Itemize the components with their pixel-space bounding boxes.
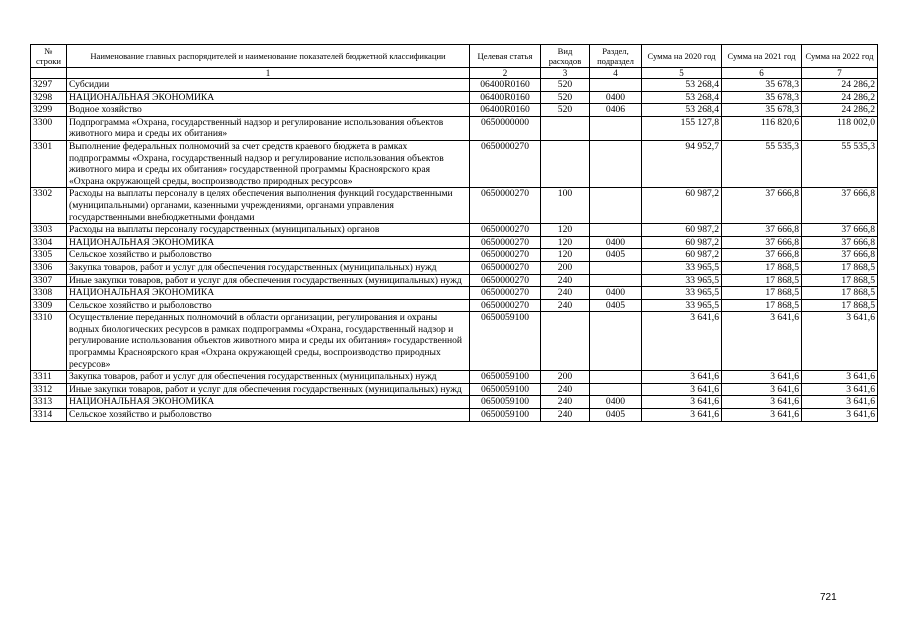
- row-number: 3303: [31, 224, 67, 237]
- row-target-item: 0650059100: [470, 409, 541, 422]
- row-name: Подпрограмма «Охрана, государственный надзор и регулирование использования объектов животного мира и среды их обитания»: [67, 116, 470, 140]
- table-row: [31, 224, 878, 237]
- row-name: НАЦИОНАЛЬНАЯ ЭКОНОМИКА: [67, 91, 470, 104]
- row-number: 3304: [31, 236, 67, 249]
- column-index: 2: [470, 68, 541, 79]
- row-expense-type: 120: [541, 249, 590, 262]
- row-name: Выполнение федеральных полномочий за счет средств краевого бюджета в рамках подпрограммы «Охрана, государственный надзор и регулирование использования объектов животного мира и среды их обитания» государственной программы Красноярского края «Охрана окружающей среды, воспроизводство природных ресурсов»: [67, 140, 470, 187]
- table-row: [31, 236, 878, 249]
- row-name: Закупка товаров, работ и услуг для обеспечения государственных (муниципальных) нужд: [67, 371, 470, 384]
- row-sum-2022: 24 286,2: [802, 79, 878, 92]
- row-expense-type: 240: [541, 299, 590, 312]
- row-sum-2022: 37 666,8: [802, 249, 878, 262]
- row-sum-2021: 17 868,5: [722, 299, 802, 312]
- row-expense-type: 120: [541, 236, 590, 249]
- row-target-item: 06400R0160: [470, 79, 541, 92]
- row-section: [590, 312, 642, 371]
- table-row: [31, 140, 878, 187]
- table-row: [31, 312, 878, 371]
- row-expense-type: 240: [541, 287, 590, 300]
- row-sum-2022: 3 641,6: [802, 396, 878, 409]
- table-row: [31, 396, 878, 409]
- row-expense-type: 240: [541, 274, 590, 287]
- row-target-item: 0650000270: [470, 140, 541, 187]
- row-section: [590, 371, 642, 384]
- row-sum-2022: 3 641,6: [802, 312, 878, 371]
- row-sum-2021: 116 820,6: [722, 116, 802, 140]
- row-name: Сельское хозяйство и рыболовство: [67, 409, 470, 422]
- row-section: 0405: [590, 299, 642, 312]
- row-sum-2022: 17 868,5: [802, 287, 878, 300]
- row-sum-2020: 60 987,2: [642, 249, 722, 262]
- row-sum-2020: 53 268,4: [642, 79, 722, 92]
- row-expense-type: 520: [541, 91, 590, 104]
- row-section: 0405: [590, 409, 642, 422]
- row-sum-2021: 55 535,3: [722, 140, 802, 187]
- row-number: 3311: [31, 371, 67, 384]
- table-row: [31, 274, 878, 287]
- row-name: НАЦИОНАЛЬНАЯ ЭКОНОМИКА: [67, 396, 470, 409]
- column-index: 4: [590, 68, 642, 79]
- row-sum-2021: 17 868,5: [722, 274, 802, 287]
- table-row: [31, 79, 878, 92]
- row-number: 3297: [31, 79, 67, 92]
- row-sum-2020: 60 987,2: [642, 224, 722, 237]
- header-sum-2022: Сумма на 2022 год: [802, 45, 878, 68]
- header-target-item: Целевая статья: [470, 45, 541, 68]
- row-section: [590, 188, 642, 224]
- row-sum-2022: 55 535,3: [802, 140, 878, 187]
- row-section: 0400: [590, 236, 642, 249]
- table-row: [31, 91, 878, 104]
- row-expense-type: 100: [541, 188, 590, 224]
- row-target-item: 0650000270: [470, 188, 541, 224]
- column-index: 1: [67, 68, 470, 79]
- row-expense-type: 200: [541, 261, 590, 274]
- table-row: [31, 371, 878, 384]
- row-sum-2020: 3 641,6: [642, 312, 722, 371]
- row-sum-2021: 3 641,6: [722, 312, 802, 371]
- row-sum-2022: 17 868,5: [802, 274, 878, 287]
- row-target-item: 0650000270: [470, 274, 541, 287]
- row-expense-type: [541, 312, 590, 371]
- row-section: 0400: [590, 396, 642, 409]
- row-sum-2022: 24 286,2: [802, 104, 878, 117]
- row-sum-2020: 33 965,5: [642, 261, 722, 274]
- row-number: 3308: [31, 287, 67, 300]
- row-target-item: 0650059100: [470, 383, 541, 396]
- row-target-item: 06400R0160: [470, 91, 541, 104]
- row-sum-2020: 33 965,5: [642, 299, 722, 312]
- row-section: [590, 261, 642, 274]
- row-sum-2020: 155 127,8: [642, 116, 722, 140]
- column-index-row: [31, 68, 878, 79]
- row-target-item: 0650000270: [470, 224, 541, 237]
- header-sum-2021: Сумма на 2021 год: [722, 45, 802, 68]
- row-sum-2021: 3 641,6: [722, 409, 802, 422]
- row-expense-type: 200: [541, 371, 590, 384]
- row-section: [590, 116, 642, 140]
- row-sum-2020: 53 268,4: [642, 104, 722, 117]
- row-expense-type: 520: [541, 79, 590, 92]
- row-target-item: 06400R0160: [470, 104, 541, 117]
- header-sum-2020: Сумма на 2020 год: [642, 45, 722, 68]
- row-sum-2022: 24 286,2: [802, 91, 878, 104]
- row-section: 0406: [590, 104, 642, 117]
- row-number: 3298: [31, 91, 67, 104]
- row-sum-2022: 37 666,8: [802, 236, 878, 249]
- header-section: Раздел, подраздел: [590, 45, 642, 68]
- table-body: [31, 79, 878, 422]
- column-index: 5: [642, 68, 722, 79]
- row-sum-2020: 33 965,5: [642, 274, 722, 287]
- row-sum-2020: 3 641,6: [642, 396, 722, 409]
- row-sum-2021: 37 666,8: [722, 249, 802, 262]
- row-sum-2022: 17 868,5: [802, 299, 878, 312]
- row-sum-2021: 35 678,3: [722, 104, 802, 117]
- row-expense-type: [541, 116, 590, 140]
- row-number: 3314: [31, 409, 67, 422]
- row-name: Иные закупки товаров, работ и услуг для обеспечения государственных (муниципальных) нужд: [67, 274, 470, 287]
- row-sum-2020: 3 641,6: [642, 383, 722, 396]
- row-sum-2020: 60 987,2: [642, 188, 722, 224]
- row-sum-2020: 53 268,4: [642, 91, 722, 104]
- table-row: [31, 409, 878, 422]
- row-number: 3309: [31, 299, 67, 312]
- row-number: 3301: [31, 140, 67, 187]
- row-number: 3313: [31, 396, 67, 409]
- row-sum-2022: 37 666,8: [802, 188, 878, 224]
- row-target-item: 0650000270: [470, 249, 541, 262]
- row-number: 3299: [31, 104, 67, 117]
- row-section: 0400: [590, 287, 642, 300]
- row-sum-2021: 3 641,6: [722, 371, 802, 384]
- table-row: [31, 261, 878, 274]
- row-sum-2021: 37 666,8: [722, 224, 802, 237]
- row-name: Иные закупки товаров, работ и услуг для обеспечения государственных (муниципальных) нужд: [67, 383, 470, 396]
- row-sum-2021: 35 678,3: [722, 79, 802, 92]
- row-target-item: 0650000270: [470, 299, 541, 312]
- table-row: [31, 383, 878, 396]
- row-name: НАЦИОНАЛЬНАЯ ЭКОНОМИКА: [67, 236, 470, 249]
- row-sum-2021: 37 666,8: [722, 188, 802, 224]
- table-row: [31, 287, 878, 300]
- row-sum-2020: 94 952,7: [642, 140, 722, 187]
- row-number: 3312: [31, 383, 67, 396]
- row-number: 3305: [31, 249, 67, 262]
- row-section: [590, 274, 642, 287]
- row-name: Расходы на выплаты персоналу в целях обеспечения выполнения функций государственными (муниципальными) органами, казенными учреждениями, органами управления государственными внебюджетными фондами: [67, 188, 470, 224]
- column-index: 3: [541, 68, 590, 79]
- table-row: [31, 188, 878, 224]
- row-sum-2021: 3 641,6: [722, 396, 802, 409]
- row-section: [590, 140, 642, 187]
- row-number: 3310: [31, 312, 67, 371]
- page-number: 721: [820, 592, 837, 603]
- row-section: [590, 383, 642, 396]
- row-name: Закупка товаров, работ и услуг для обеспечения государственных (муниципальных) нужд: [67, 261, 470, 274]
- header-expense-type: Вид расходов: [541, 45, 590, 68]
- row-sum-2022: 17 868,5: [802, 261, 878, 274]
- row-sum-2022: 3 641,6: [802, 409, 878, 422]
- row-number: 3300: [31, 116, 67, 140]
- row-number: 3306: [31, 261, 67, 274]
- row-sum-2021: 3 641,6: [722, 383, 802, 396]
- row-sum-2021: 17 868,5: [722, 287, 802, 300]
- row-sum-2021: 17 868,5: [722, 261, 802, 274]
- row-target-item: 0650000270: [470, 261, 541, 274]
- row-name: Сельское хозяйство и рыболовство: [67, 249, 470, 262]
- row-sum-2020: 3 641,6: [642, 409, 722, 422]
- row-target-item: 0650000270: [470, 236, 541, 249]
- row-section: 0400: [590, 91, 642, 104]
- table-row: [31, 116, 878, 140]
- row-sum-2021: 35 678,3: [722, 91, 802, 104]
- row-target-item: 0650059100: [470, 371, 541, 384]
- row-target-item: 0650000000: [470, 116, 541, 140]
- row-expense-type: 120: [541, 224, 590, 237]
- row-target-item: 0650000270: [470, 287, 541, 300]
- column-index: [31, 68, 67, 79]
- row-name: Водное хозяйство: [67, 104, 470, 117]
- row-sum-2020: 33 965,5: [642, 287, 722, 300]
- row-expense-type: 240: [541, 383, 590, 396]
- column-index: 6: [722, 68, 802, 79]
- row-sum-2022: 37 666,8: [802, 224, 878, 237]
- row-sum-2021: 37 666,8: [722, 236, 802, 249]
- row-name: Субсидии: [67, 79, 470, 92]
- row-sum-2022: 118 002,0: [802, 116, 878, 140]
- table-row: [31, 299, 878, 312]
- row-sum-2020: 3 641,6: [642, 371, 722, 384]
- row-expense-type: 520: [541, 104, 590, 117]
- row-number: 3302: [31, 188, 67, 224]
- row-name: Расходы на выплаты персоналу государственных (муниципальных) органов: [67, 224, 470, 237]
- header-row: [31, 45, 878, 68]
- row-expense-type: 240: [541, 396, 590, 409]
- row-target-item: 0650059100: [470, 396, 541, 409]
- budget-table: [30, 44, 878, 422]
- table-row: [31, 249, 878, 262]
- row-sum-2022: 3 641,6: [802, 383, 878, 396]
- row-name: НАЦИОНАЛЬНАЯ ЭКОНОМИКА: [67, 287, 470, 300]
- table-row: [31, 104, 878, 117]
- row-name: Сельское хозяйство и рыболовство: [67, 299, 470, 312]
- row-section: [590, 224, 642, 237]
- column-index: 7: [802, 68, 878, 79]
- row-number: 3307: [31, 274, 67, 287]
- row-expense-type: 240: [541, 409, 590, 422]
- row-section: 0405: [590, 249, 642, 262]
- row-target-item: 0650059100: [470, 312, 541, 371]
- row-sum-2022: 3 641,6: [802, 371, 878, 384]
- header-name: Наименование главных распорядителей и наименование показателей бюджетной классификации: [67, 45, 470, 68]
- row-expense-type: [541, 140, 590, 187]
- row-section: [590, 79, 642, 92]
- row-name: Осуществление переданных полномочий в области организации, регулирования и охраны водных биологических ресурсов в рамках подпрограммы «Охрана, государственный надзор и регулирование использования объектов животного мира и среды их обитания» государственной программы Красноярского края «Охрана окружающей среды, воспроизводство природных ресурсов»: [67, 312, 470, 371]
- row-sum-2020: 60 987,2: [642, 236, 722, 249]
- header-row-number: № строки: [31, 45, 67, 68]
